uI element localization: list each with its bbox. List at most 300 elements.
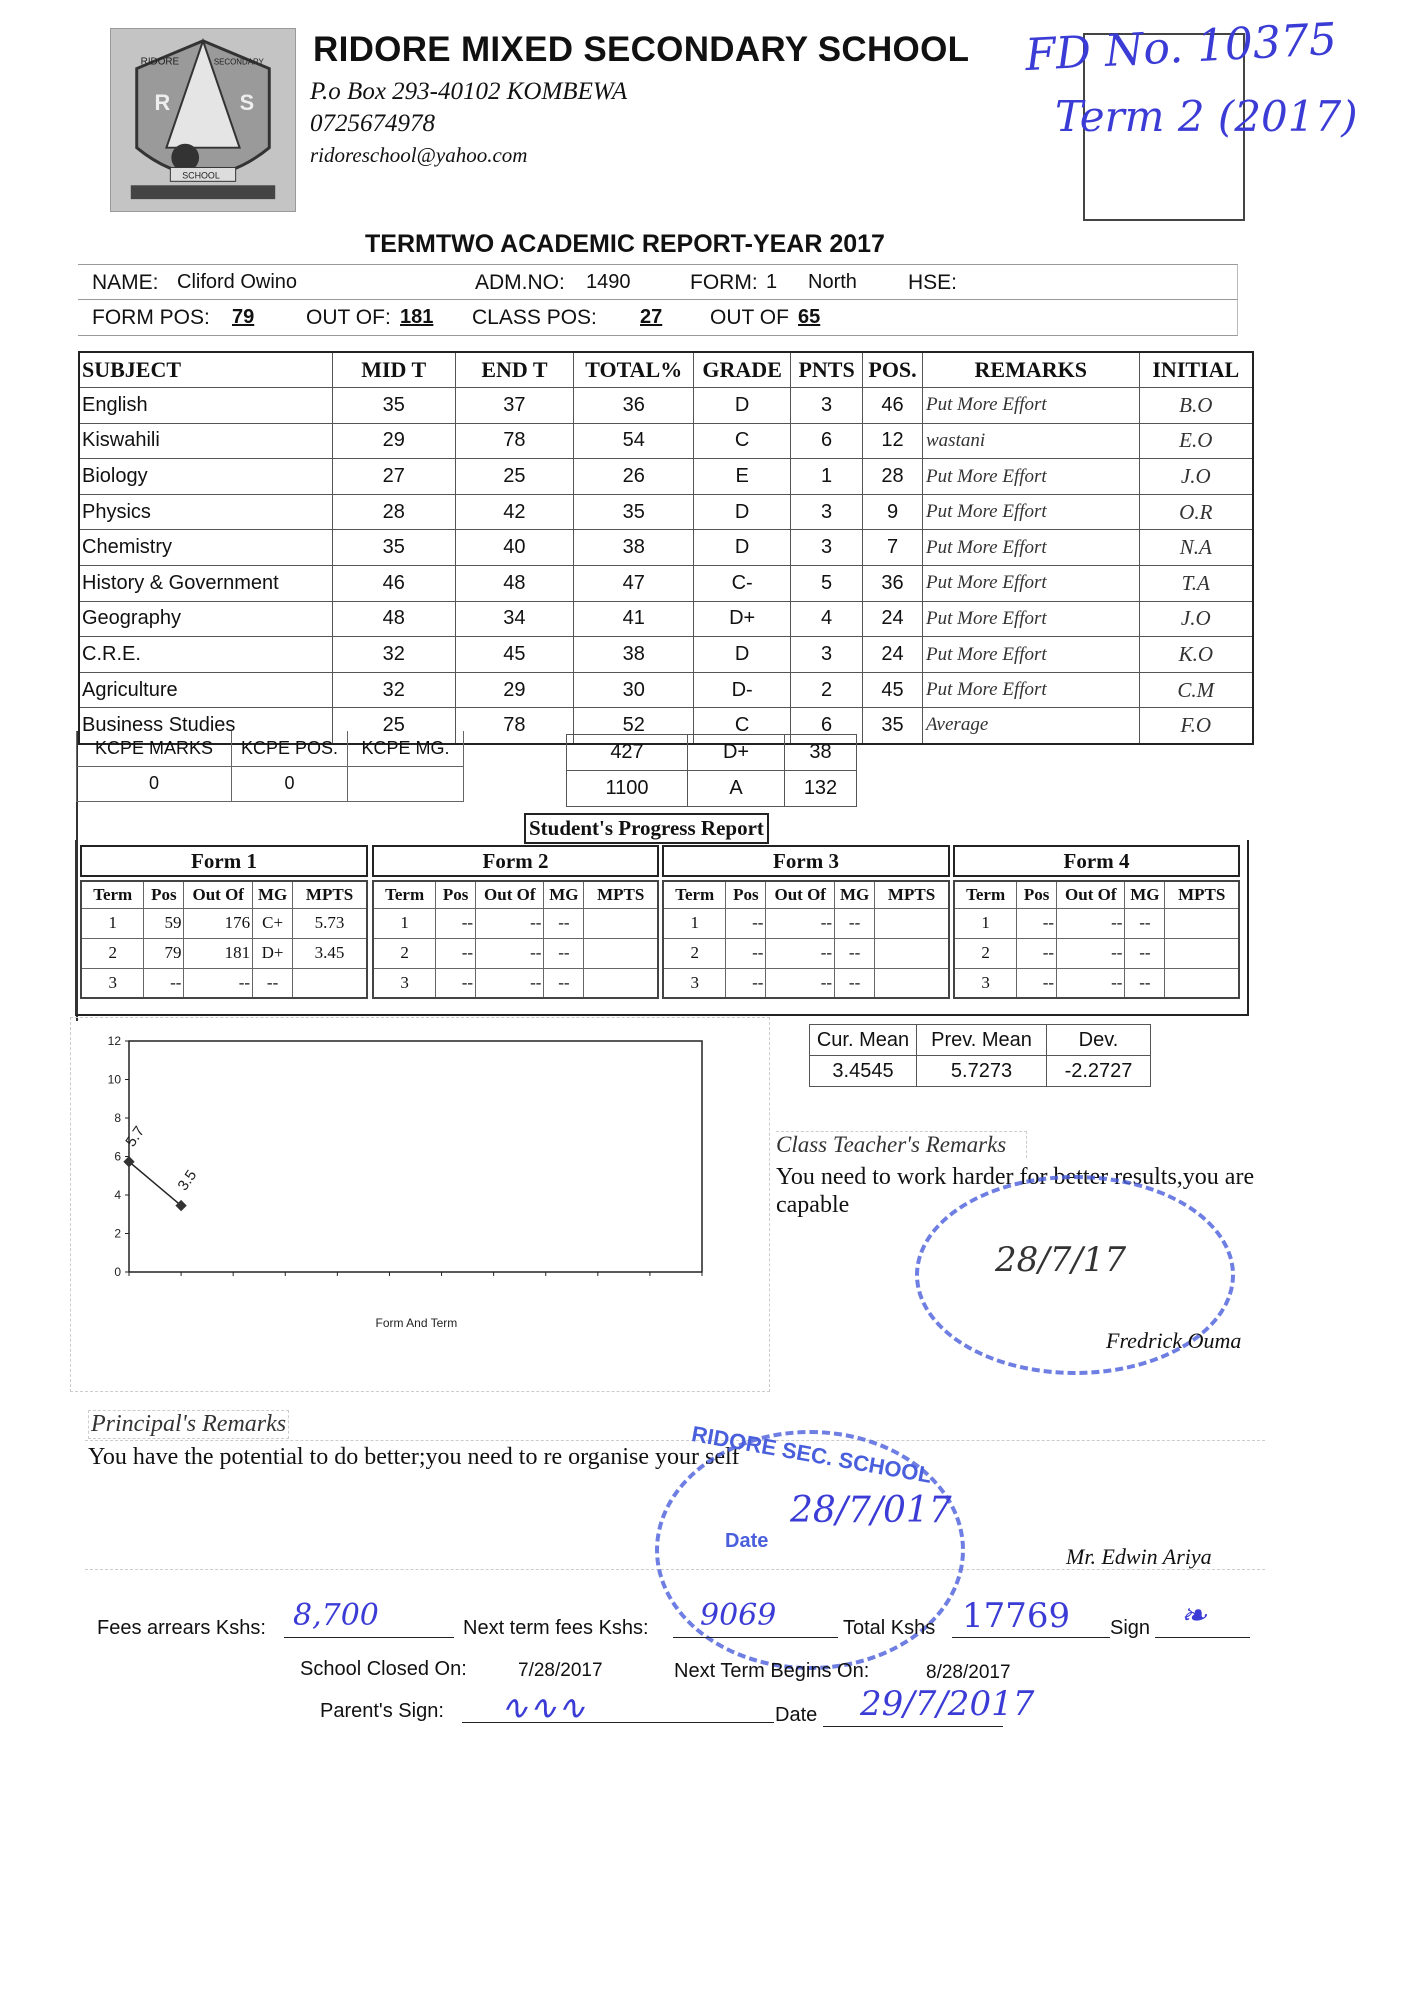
svg-text:S: S (239, 90, 255, 116)
position: 24 (863, 637, 923, 673)
max-row (567, 771, 857, 807)
total-percent: 47 (574, 566, 694, 602)
progress-row (663, 938, 949, 968)
term: 2 (373, 938, 436, 968)
mean-points: 5.73 (293, 908, 367, 938)
position: -- (436, 938, 476, 968)
term: 2 (954, 938, 1017, 968)
progress-row (373, 938, 658, 968)
term: 2 (663, 938, 726, 968)
grades-table (78, 351, 1254, 745)
date-value: 29/7/2017 (860, 1684, 1035, 1724)
mid-term-score: 35 (332, 388, 455, 424)
col-header: END T (455, 352, 574, 388)
form-pos-label: FORM POS: (92, 306, 210, 329)
school-email: ridoreschool@yahoo.com (310, 143, 528, 167)
school-phone: 0725674978 (310, 110, 435, 137)
points: 3 (791, 637, 863, 673)
term: 1 (663, 908, 726, 938)
progress-col-header: Out Of (1057, 881, 1125, 908)
kcpe-mg-value (348, 766, 464, 801)
bursar-signature-icon: ❧ (1180, 1596, 1207, 1634)
term: 1 (81, 908, 144, 938)
progress-col-header: Pos (436, 881, 476, 908)
mean-points (584, 968, 658, 998)
mean-points (875, 938, 949, 968)
remark: Put More Effort (923, 637, 1140, 673)
teacher-initial: T.A (1139, 566, 1253, 602)
mid-term-score: 46 (332, 566, 455, 602)
mean-points (1165, 908, 1239, 938)
progress-col-header: Out Of (766, 881, 835, 908)
next-term-fees-line (673, 1637, 838, 1638)
svg-text:SCHOOL: SCHOOL (182, 170, 220, 181)
progress-col-header: MG (835, 881, 875, 908)
grade: C (694, 708, 791, 744)
teacher-initial: K.O (1139, 637, 1253, 673)
subject-row (79, 459, 1253, 495)
position: 12 (863, 423, 923, 459)
mean-grade: -- (835, 938, 875, 968)
progress-row (954, 938, 1239, 968)
mid-term-score: 28 (332, 494, 455, 530)
form-heading: Form 1 (80, 845, 368, 877)
term: 3 (954, 968, 1017, 998)
grade: D (694, 388, 791, 424)
report-title: TERMTWO ACADEMIC REPORT-YEAR 2017 (365, 230, 885, 258)
subject-row (79, 494, 1253, 530)
form-pos-value: 79 (232, 306, 255, 328)
mean-grade: D+ (688, 735, 785, 771)
progress-row (81, 908, 367, 938)
out-of: 181 (184, 938, 253, 968)
mid-term-score: 29 (332, 423, 455, 459)
progress-row (373, 908, 658, 938)
max-grade: A (688, 771, 785, 807)
progress-col-header: MPTS (293, 881, 367, 908)
grade: C- (694, 566, 791, 602)
form-label: FORM: (690, 271, 758, 294)
col-header: GRADE (694, 352, 791, 388)
progress-col-header: MG (253, 881, 293, 908)
mean-grade: -- (544, 968, 584, 998)
name-label: NAME: (92, 271, 159, 294)
subject-name: English (79, 388, 332, 424)
points: 2 (791, 672, 863, 708)
total-percent: 36 (574, 388, 694, 424)
col-header: PNTS (791, 352, 863, 388)
mean-points (1165, 938, 1239, 968)
out-of: -- (476, 968, 544, 998)
principal-name: Mr. Edwin Ariya (1066, 1544, 1212, 1569)
teacher-initial: N.A (1139, 530, 1253, 566)
form-progress-block (372, 845, 659, 999)
kcpe-table (76, 731, 464, 802)
adm-number: 1490 (586, 271, 631, 293)
next-term-fees-label: Next term fees Kshs: (463, 1617, 649, 1639)
grade: D (694, 530, 791, 566)
mean-points (584, 938, 658, 968)
next-term-value: 8/28/2017 (926, 1662, 1011, 1683)
end-term-score: 45 (455, 637, 574, 673)
student-info-row (78, 264, 1238, 300)
total-percent: 35 (574, 494, 694, 530)
out-of: -- (1057, 938, 1125, 968)
kcpe-mg-header: KCPE MG. (348, 731, 464, 766)
form-progress-table (662, 880, 950, 999)
data-label: 3.5 (174, 1167, 201, 1194)
teacher-initial: B.O (1139, 388, 1253, 424)
form-heading: Form 2 (372, 845, 659, 877)
mean-grade: -- (835, 968, 875, 998)
subject-name: Agriculture (79, 672, 332, 708)
remark: Put More Effort (923, 566, 1140, 602)
position: 79 (144, 938, 184, 968)
cur-mean-header: Cur. Mean (810, 1025, 917, 1056)
teacher-initial: E.O (1139, 423, 1253, 459)
end-term-score: 78 (455, 708, 574, 744)
school-name: RIDORE MIXED SECONDARY SCHOOL (313, 30, 970, 69)
position: -- (1017, 938, 1057, 968)
data-label: 5.7 (122, 1123, 149, 1150)
class-pos-label: CLASS POS: (472, 306, 597, 329)
class-teacher-name: Fredrick Ouma (1106, 1328, 1242, 1353)
position: 7 (863, 530, 923, 566)
means-table (809, 1024, 1151, 1087)
progress-col-header: Term (954, 881, 1017, 908)
col-header: MID T (332, 352, 455, 388)
mean-grade: -- (253, 968, 293, 998)
out-of: -- (476, 938, 544, 968)
school-address: P.o Box 293-40102 KOMBEWA (310, 78, 628, 105)
out-of: -- (1057, 968, 1125, 998)
progress-col-header: Term (81, 881, 144, 908)
progress-col-header: Pos (144, 881, 184, 908)
dev-header: Dev. (1047, 1025, 1151, 1056)
cur-mean-value: 3.4545 (810, 1056, 917, 1087)
progress-row (663, 968, 949, 998)
y-tick-label: 12 (107, 1034, 121, 1048)
total-percent: 52 (574, 708, 694, 744)
school-closed-value: 7/28/2017 (518, 1660, 603, 1681)
teacher-initial: J.O (1139, 459, 1253, 495)
points: 3 (791, 388, 863, 424)
position: -- (726, 908, 766, 938)
progress-row (373, 968, 658, 998)
position: -- (436, 968, 476, 998)
totals-table (566, 734, 857, 807)
totals-row (567, 735, 857, 771)
class-out-of-value: 65 (798, 306, 821, 328)
subject-row (79, 388, 1253, 424)
out-of: -- (766, 938, 835, 968)
end-term-score: 37 (455, 388, 574, 424)
remark: Put More Effort (923, 459, 1140, 495)
form-value: 1 (766, 271, 778, 293)
col-header: POS. (863, 352, 923, 388)
y-tick-label: 10 (107, 1072, 121, 1087)
mean-points (1165, 968, 1239, 998)
school-logo (110, 28, 296, 212)
points: 5 (791, 566, 863, 602)
total-value: 17769 (962, 1596, 1071, 1636)
total-percent: 38 (574, 530, 694, 566)
grades-header-row (79, 352, 1253, 388)
col-header: TOTAL% (574, 352, 694, 388)
y-tick-label: 2 (114, 1226, 121, 1241)
subject-name: Biology (79, 459, 332, 495)
student-name: Cliford Owino (177, 271, 298, 293)
handwritten-term-note: Term 2 (2017) (1055, 92, 1358, 141)
total-points: 38 (785, 735, 857, 771)
teacher-initial: F.O (1139, 708, 1253, 744)
total-percent: 38 (574, 637, 694, 673)
stamp-date: 28/7/017 (790, 1490, 952, 1531)
progress-col-header: Term (373, 881, 436, 908)
plot-area (129, 1041, 702, 1272)
date-label: Date (775, 1704, 818, 1726)
progress-row (81, 968, 367, 998)
progress-col-header: MG (1125, 881, 1165, 908)
remark: Put More Effort (923, 530, 1140, 566)
subject-name: C.R.E. (79, 637, 332, 673)
kcpe-marks-header: KCPE MARKS (77, 731, 232, 766)
position: 24 (863, 601, 923, 637)
prev-mean-value: 5.7273 (917, 1056, 1047, 1087)
fees-arrears-label: Fees arrears Kshs: (97, 1617, 266, 1639)
mid-term-score: 27 (332, 459, 455, 495)
position: -- (726, 938, 766, 968)
dev-value: -2.2727 (1047, 1056, 1151, 1087)
position: -- (1017, 908, 1057, 938)
stamp-date-label: Date (725, 1530, 769, 1552)
end-term-score: 34 (455, 601, 574, 637)
remark: Put More Effort (923, 672, 1140, 708)
subject-row (79, 423, 1253, 459)
parent-sign-label: Parent's Sign: (320, 1700, 444, 1722)
class-teacher-remarks: You need to work harder for better results,you are capable (776, 1164, 1255, 1218)
out-of: 176 (184, 908, 253, 938)
mean-grade: -- (835, 908, 875, 938)
next-term-fees-value: 9069 (700, 1598, 777, 1633)
total-label: Total Kshs (843, 1617, 936, 1639)
stream-value: North (808, 271, 857, 293)
mid-term-score: 48 (332, 601, 455, 637)
out-of: -- (476, 908, 544, 938)
mean-points (584, 908, 658, 938)
class-teacher-remarks-label: Class Teacher's Remarks (776, 1131, 1027, 1158)
col-header: SUBJECT (79, 352, 332, 388)
progress-col-header: MPTS (1165, 881, 1239, 908)
y-tick-label: 4 (114, 1188, 121, 1202)
progress-row (954, 908, 1239, 938)
total-percent: 54 (574, 423, 694, 459)
col-header: REMARKS (923, 352, 1140, 388)
hse-label: HSE: (908, 271, 958, 294)
subject-row (79, 601, 1253, 637)
mean-points (293, 968, 367, 998)
principal-remarks: You have the potential to do better;you need to re organise your self (88, 1444, 740, 1470)
form-progress-block (80, 845, 368, 999)
progress-report-title: Student's Progress Report (524, 813, 769, 844)
grade: E (694, 459, 791, 495)
term: 1 (373, 908, 436, 938)
mean-grade: -- (544, 938, 584, 968)
position: 59 (144, 908, 184, 938)
position: 36 (863, 566, 923, 602)
prev-mean-header: Prev. Mean (917, 1025, 1047, 1056)
out-of: -- (766, 908, 835, 938)
parent-signature-icon: ∿∿∿ (500, 1688, 586, 1728)
subject-name: Chemistry (79, 530, 332, 566)
teacher-initial: J.O (1139, 601, 1253, 637)
points: 3 (791, 494, 863, 530)
fees-arrears-value: 8,700 (293, 1598, 379, 1633)
form-heading: Form 4 (953, 845, 1240, 877)
form-progress-table (953, 880, 1240, 999)
mid-term-score: 35 (332, 530, 455, 566)
remark: Put More Effort (923, 601, 1140, 637)
teacher-initial: C.M (1139, 672, 1253, 708)
principal-remarks-label: Principal's Remarks (88, 1410, 289, 1439)
sign-line (1155, 1637, 1250, 1638)
subject-name: Kiswahili (79, 423, 332, 459)
mean-grade: -- (1125, 968, 1165, 998)
points: 4 (791, 601, 863, 637)
end-term-score: 48 (455, 566, 574, 602)
position: 9 (863, 494, 923, 530)
grade: D+ (694, 601, 791, 637)
stamp-text: RIDORE SEC. SCHOOL (689, 1421, 934, 1488)
next-term-label: Next Term Begins On: (674, 1660, 870, 1682)
progress-col-header: Pos (726, 881, 766, 908)
remark: Put More Effort (923, 388, 1140, 424)
mean-grade: -- (1125, 908, 1165, 938)
points: 6 (791, 708, 863, 744)
fees-arrears-line (284, 1637, 454, 1638)
remark: Put More Effort (923, 494, 1140, 530)
date-line (823, 1726, 1003, 1727)
progress-col-header: MPTS (584, 881, 658, 908)
position: -- (726, 968, 766, 998)
mean-grade: D+ (253, 938, 293, 968)
position-info-row (78, 300, 1238, 336)
total-percent: 30 (574, 672, 694, 708)
y-tick-label: 6 (114, 1149, 121, 1164)
progress-col-header: Out Of (476, 881, 544, 908)
progress-row (81, 938, 367, 968)
sign-label: Sign (1110, 1617, 1151, 1639)
grade: D- (694, 672, 791, 708)
kcpe-pos-header: KCPE POS. (232, 731, 348, 766)
end-term-score: 29 (455, 672, 574, 708)
svg-text:RIDORE: RIDORE (140, 56, 180, 68)
out-of-label: OUT OF: (306, 306, 391, 329)
position: 46 (863, 388, 923, 424)
school-closed-label: School Closed On: (300, 1658, 467, 1680)
mean-grade: -- (544, 908, 584, 938)
points: 3 (791, 530, 863, 566)
term: 1 (954, 908, 1017, 938)
total-percent: 41 (574, 601, 694, 637)
position: -- (144, 968, 184, 998)
end-term-score: 25 (455, 459, 574, 495)
end-term-score: 42 (455, 494, 574, 530)
form-heading: Form 3 (662, 845, 950, 877)
position: 35 (863, 708, 923, 744)
points: 6 (791, 423, 863, 459)
position: 45 (863, 672, 923, 708)
grade: C (694, 423, 791, 459)
kcpe-pos-value: 0 (232, 766, 348, 801)
class-pos-value: 27 (640, 306, 663, 328)
teacher-initial: O.R (1139, 494, 1253, 530)
mean-points: 3.45 (293, 938, 367, 968)
term: 2 (81, 938, 144, 968)
progress-col-header: Out Of (184, 881, 253, 908)
subject-name: Geography (79, 601, 332, 637)
subject-row (79, 637, 1253, 673)
subject-name: Physics (79, 494, 332, 530)
grade: D (694, 494, 791, 530)
max-points: 132 (785, 771, 857, 807)
kcpe-marks-value: 0 (77, 766, 232, 801)
progress-col-header: MPTS (875, 881, 949, 908)
out-of: -- (184, 968, 253, 998)
progress-col-header: MG (544, 881, 584, 908)
subject-row (79, 566, 1253, 602)
subject-name: Business Studies (79, 708, 332, 744)
position: -- (436, 908, 476, 938)
end-term-score: 40 (455, 530, 574, 566)
out-of-value: 181 (400, 306, 434, 328)
progress-row (954, 968, 1239, 998)
teacher-signature: 28/7/17 (995, 1240, 1127, 1280)
mid-term-score: 32 (332, 637, 455, 673)
progress-chart (70, 1017, 770, 1392)
y-tick-label: 0 (114, 1265, 121, 1279)
total-percent: 26 (574, 459, 694, 495)
mean-points (875, 968, 949, 998)
mid-term-score: 32 (332, 672, 455, 708)
end-term-score: 78 (455, 423, 574, 459)
form-progress-table (80, 880, 368, 999)
progress-col-header: Pos (1017, 881, 1057, 908)
form-progress-table (372, 880, 659, 999)
svg-text:SECONDARY: SECONDARY (213, 57, 264, 67)
term: 3 (663, 968, 726, 998)
form-progress-block (953, 845, 1240, 999)
class-out-of-label: OUT OF (710, 306, 789, 329)
mean-grade: -- (1125, 938, 1165, 968)
mean-grade: C+ (253, 908, 293, 938)
remark: Average (923, 708, 1140, 744)
col-header: INITIAL (1139, 352, 1253, 388)
points: 1 (791, 459, 863, 495)
subject-name: History & Government (79, 566, 332, 602)
total-line (952, 1637, 1110, 1638)
position: -- (1017, 968, 1057, 998)
svg-text:R: R (154, 90, 171, 116)
position: 28 (863, 459, 923, 495)
progress-row (663, 908, 949, 938)
mid-term-score: 25 (332, 708, 455, 744)
mean-points (875, 908, 949, 938)
subject-row (79, 672, 1253, 708)
out-of: -- (766, 968, 835, 998)
term: 3 (373, 968, 436, 998)
adm-label: ADM.NO: (475, 271, 565, 294)
